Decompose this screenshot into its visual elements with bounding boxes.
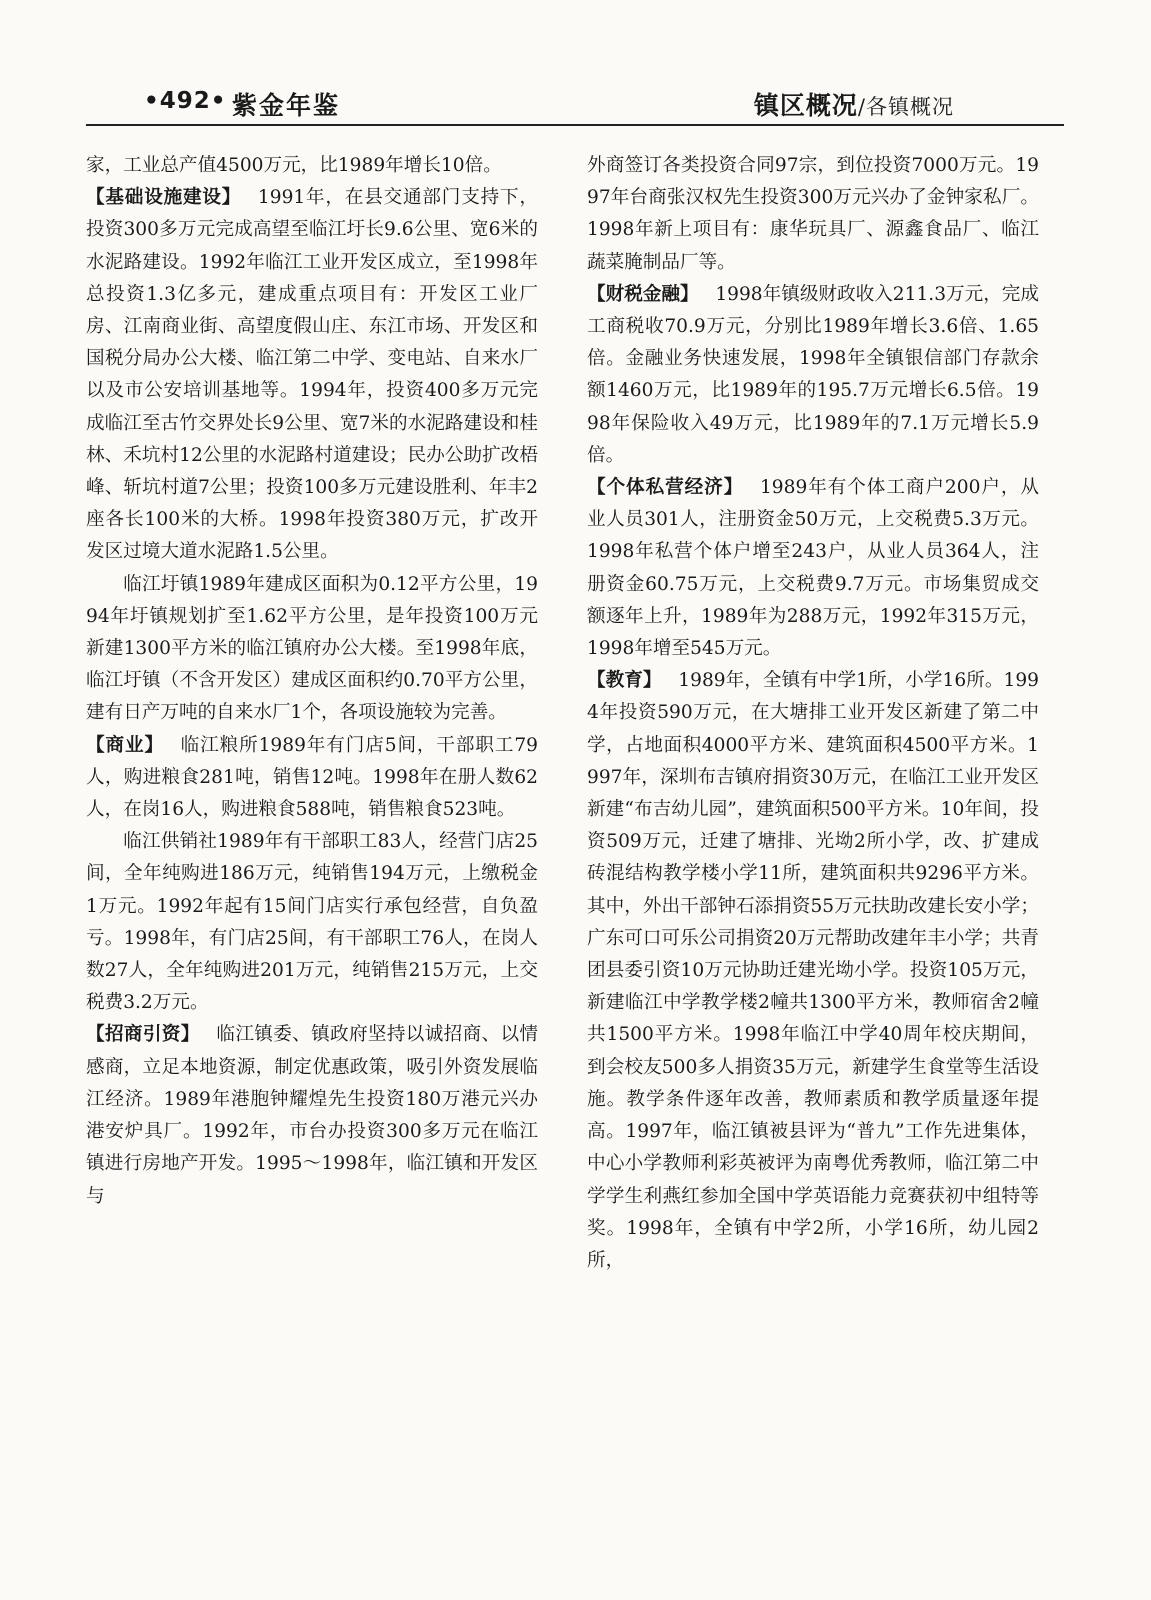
section-title: [754, 86, 954, 122]
paragraph-finance: [587, 279, 1039, 472]
heading-infrastructure: 【基础设施建设】: [86, 187, 242, 209]
paragraph-education: [587, 665, 1039, 1277]
book-title: 紫金年鉴: [232, 91, 341, 120]
heading-finance: 【财税金融】: [587, 283, 699, 305]
paragraph-supply-coop: 临江供销社1989年有干部职工83人，经营门店25间，全年纯购进186万元，纯销售194万元，上缴税金1万元。1992年起有15间门店实行承包经营，自负盈亏。1998年，有门店25间，有干部职工76人，在岗人数27人，全年纯购进201万元，纯销售215万元，上交税费3.2万元。: [86, 831, 538, 1014]
page-number: •492•: [144, 88, 227, 114]
heading-education: 【教育】: [587, 670, 662, 692]
section-title-sub: /各镇概况: [857, 95, 954, 119]
left-column: [86, 150, 538, 1570]
paragraph-infrastructure: [86, 182, 538, 568]
paragraph-investment: [86, 1019, 538, 1212]
text-investment: 临江镇委、镇政府坚持以诚招商、以情感商，立足本地资源，制定优惠政策，吸引外资发展临江经济。1989年港胞钟耀煌先生投资180万港元兴办港安炉具厂。1992年，市台办投资300多万元在临江镇进行房地产开发。1995～1998年，临江镇和开发区与: [86, 1024, 538, 1207]
page-header: [86, 84, 1064, 126]
text-private-economy: 1989年有个体工商户200户，从业人员301人，注册资金50万元，上交税费5.3万元。1998年私营个体户增至243户，从业人员364人，注册资金60.75万元，上交税费9.7万元。市场集贸成交额逐年上升，1989年为288万元，1992年315万元，1998年增至545万元。: [587, 477, 1039, 660]
paragraph-continued: 家，工业总产值4500万元，比1989年增长10倍。: [86, 155, 502, 176]
heading-commerce: 【商业】: [86, 734, 164, 756]
right-column: [587, 150, 1039, 1570]
paragraph-private-economy: [587, 472, 1039, 665]
heading-private-economy: 【个体私营经济】: [587, 477, 744, 499]
text-education: 1989年，全镇有中学1所，小学16所。1994年投资590万元，在大塘排工业开发区新建了第二中学，占地面积4000平方米、建筑面积4500平方米。1997年，深圳布吉镇府捐资30万元，在临江工业开发区新建“布吉幼儿园”，建筑面积500平方米。10年间，投资509万元，迁建了塘排、光坳2所小学，改、扩建成砖混结构教学楼小学11所，建筑面积共9296平方米。其中，外出干部钟石添捐资55万元扶助改建长安小学；广东可口可乐公司捐资20万元帮助改建年丰小学；共青团县委引资10万元协助迁建光坳小学。投资105万元，新建临江中学教学楼2幢共1300平方米，教师宿舍2幢共1500平方米。1998年临江中学40周年校庆期间，到会校友500多人捐资35万元，新建学生食堂等生活设施。教学条件逐年改善，教师素质和教学质量逐年提高。1997年，临江镇被县评为“普九”工作先进集体，中心小学教师利彩英被评为南粤优秀教师，临江第二中学学生利燕红参加全国中学英语能力竞赛获初中组特等奖。1998年，全镇有中学2所，小学16所，幼儿园2所，: [587, 670, 1039, 1271]
header-rule: [86, 124, 1064, 126]
paragraph-commerce: [86, 730, 538, 827]
text-finance: 1998年镇级财政收入211.3万元，完成工商税收70.9万元，分别比1989年增长3.6倍、1.65倍。金融业务快速发展，1998年全镇银信部门存款余额1460万元，比1989年的195.7万元增长6.5倍。1998年保险收入49万元，比1989年的7.1万元增长5.9倍。: [587, 283, 1039, 466]
paragraph-investment-continued: 外商签订各类投资合同97宗，到位投资7000万元。1997年台商张汉权先生投资300万元兴办了金钟家私厂。1998年新上项目有：康华玩具厂、源鑫食品厂、临江蔬菜腌制品厂等。: [587, 155, 1039, 273]
paragraph-town-area: 临江圩镇1989年建成区面积为0.12平方公里，1994年圩镇规划扩至1.62平方公里，是年投资100万元新建1300平方米的临江镇府办公大楼。至1998年底，临江圩镇（不含开发区）建成区面积约0.70平方公里，建有日产万吨的自来水厂1个，各项设施较为完善。: [86, 573, 538, 724]
heading-investment: 【招商引资】: [86, 1024, 200, 1046]
text-commerce: 临江粮所1989年有门店5间，干部职工79人，购进粮食281吨，销售12吨。1998年在册人数62人，在岗16人，购进粮食588吨，销售粮食523吨。: [86, 734, 538, 821]
section-title-main: 镇区概况: [753, 91, 858, 120]
text-infrastructure: 1991年，在县交通部门支持下，投资300多万元完成高望至临江圩长9.6公里、宽6米的水泥路建设。1992年临江工业开发区成立，至1998年总投资1.3亿多元，建成重点项目有：开发区工业厂房、江南商业街、高望度假山庄、东江市场、开发区和国税分局办公大楼、临江第二中学、变电站、自来水厂以及市公安培训基地等。1994年，投资400多万元完成临江至古竹交界处长9公里、宽7米的水泥路建设和桂林、禾坑村12公里的水泥路村道建设；民办公助扩改梧峰、斩坑村道7公里；投资100多万元建设胜利、年丰2座各长100米的大桥。1998年投资380万元，扩改开发区过境大道水泥路1.5公里。: [86, 187, 538, 563]
